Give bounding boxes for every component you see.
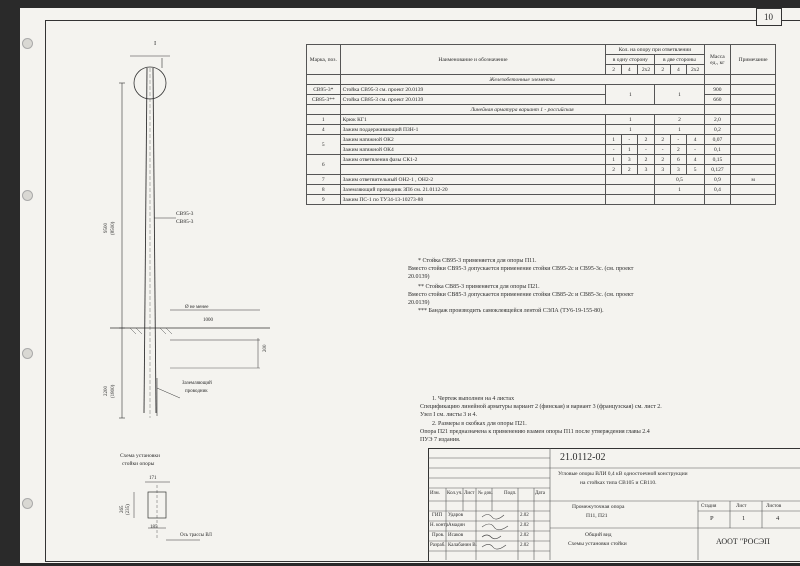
row-mass: 0,15	[704, 155, 731, 165]
row-name: Стойка СВ95-3 см. проект 20.0139	[340, 85, 606, 95]
axis-label: Ось трассы ВЛ	[180, 533, 212, 538]
row-count-b: 1	[655, 125, 704, 135]
sheet-title-2: Схемы установки стойки	[568, 541, 627, 547]
height-below-dim: 2200	[104, 386, 109, 396]
punch-hole	[22, 38, 33, 49]
doc-title-2: на стойках типа СВ105 и СВ110.	[580, 480, 657, 486]
row-name: Зажим ответвительный ОН2-1 , ОН2-2	[340, 175, 606, 185]
row-count: 2	[637, 155, 655, 165]
head-mark: Марка, поз.	[307, 45, 341, 75]
general-note: Узел I см. листы 3 и 4.	[420, 412, 477, 418]
row-count: 2	[671, 145, 687, 155]
row-count-b: 1	[655, 185, 704, 195]
footnote: *** Бандаж производить самоклеящейся лентой СЭЛА (ТУ6-19-155-80).	[418, 308, 604, 314]
section-fittings: Линейная арматура вариант 1 - российская	[340, 105, 704, 115]
punch-hole	[22, 348, 33, 359]
head-count: Кол. на опору при ответвлении	[606, 45, 704, 55]
col-head: Лист	[464, 491, 475, 496]
col-head: Подп.	[504, 491, 517, 496]
row-count: 5	[686, 165, 704, 175]
sub-count: 2х2	[686, 65, 704, 75]
row-count: -	[655, 145, 671, 155]
person: Ударов	[448, 513, 463, 518]
doc-title-1: Угловые опоры ВЛИ 0,4 кВ одностоечной конструкции	[558, 471, 688, 477]
row-name: Зажим ПС-1 по ТУ34-13-10273-88	[340, 195, 606, 205]
dim-1000: 1000	[203, 318, 213, 323]
height-above-dim: 9500	[104, 223, 109, 233]
organization: АООТ "РОСЭП	[716, 537, 770, 546]
row-count: 6	[671, 155, 687, 165]
sheets-head: Листов	[766, 504, 782, 509]
sheets-value: 4	[776, 515, 780, 522]
row-count: 1	[606, 135, 622, 145]
row-mark: 1	[307, 115, 341, 125]
row-count: 2	[655, 135, 671, 145]
drawing-code: 21.0112-02	[560, 452, 606, 463]
row-count-a	[606, 185, 655, 195]
row-count: 3	[655, 165, 671, 175]
ground-conductor-2: проводник	[185, 389, 208, 394]
drawing-sheet	[20, 8, 800, 563]
row-mark: 8	[307, 185, 341, 195]
footnote: 20.0139)	[408, 300, 430, 306]
general-note: 1. Чертеж выполнен на 4 листах	[432, 396, 515, 402]
dim-265: 265	[120, 505, 125, 513]
row-mark: СВ95-3*	[307, 85, 341, 95]
row-count-a: 1	[606, 115, 655, 125]
row-mark: 6	[307, 155, 341, 175]
row-count: 3	[671, 165, 687, 175]
row-mass: 0,4	[704, 185, 731, 195]
person: Исаков	[448, 533, 464, 538]
row-mark: 7	[307, 175, 341, 185]
col-head: Кол.уч.	[447, 491, 463, 496]
footnote: ** Стойка СВ85-3 применяется для опоры П21.	[418, 284, 540, 290]
row-count: 2	[621, 165, 637, 175]
pole-label-1: СВ95-3	[176, 211, 194, 217]
head-mass: Масса ед., кг	[704, 45, 731, 75]
height-above-dim-alt: (8500)	[111, 221, 116, 235]
row-count-a: 1	[606, 85, 655, 105]
page-number: 10	[764, 12, 773, 22]
role: Пров.	[432, 533, 445, 538]
footnote: * Стойка СВ95-3 применяется для опоры П11.	[418, 258, 537, 264]
sub-count: 2х2	[637, 65, 655, 75]
row-mass: 900	[704, 85, 731, 95]
row-mass: 2,0	[704, 115, 731, 125]
date: 2.02	[520, 543, 529, 548]
head-note: Примечание	[731, 45, 776, 75]
footnote: 20.0139)	[408, 274, 430, 280]
row-count: -	[621, 135, 637, 145]
scheme-title-2: стойки опоры	[122, 461, 155, 467]
row-count: -	[671, 135, 687, 145]
head-one-side: в одну сторону	[606, 55, 655, 65]
person: Амадин	[448, 523, 465, 528]
row-count: 2	[637, 135, 655, 145]
sub-count: 2	[606, 65, 622, 75]
role: Разраб.	[430, 543, 446, 548]
row-count: 4	[686, 155, 704, 165]
row-count: 4	[686, 135, 704, 145]
sub-count: 2	[655, 65, 671, 75]
ground-conductor-1: Заземляющий	[182, 381, 212, 386]
height-below-dim-alt: (1800)	[111, 384, 116, 398]
row-count-a	[606, 175, 655, 185]
row-mark: СВ85-3**	[307, 95, 341, 105]
row-mass: 0,2	[704, 125, 731, 135]
item-name-1: Промежуточная опора	[572, 504, 625, 510]
punch-hole	[22, 190, 33, 201]
stage-head: Стадия	[701, 504, 717, 509]
general-note: Опора П21 предназначена к применению взамен опоры П11 после утверждения главы 2.4	[420, 429, 650, 435]
row-name: Зажим натяжной ОК2	[340, 135, 606, 145]
dim-185: 185	[150, 525, 158, 530]
row-name: Зажим поддерживающий ПЗН-1	[340, 125, 606, 135]
row-mass: 0,07	[704, 135, 731, 145]
dim-171: 171	[149, 476, 157, 481]
row-count: 3	[621, 155, 637, 165]
pole-label-2: СВ85-3	[176, 219, 194, 225]
row-name: Стойка СВ85-3 см. проект 20.0139	[340, 95, 606, 105]
row-mark: 4	[307, 125, 341, 135]
row-count: -	[606, 145, 622, 155]
col-head: № док.	[478, 491, 493, 496]
section-concrete: Железобетонные элементы	[340, 75, 704, 85]
row-count: -	[686, 145, 704, 155]
row-mass: 0,9	[704, 175, 731, 185]
signatures	[478, 511, 518, 553]
head-two-sides: в две стороны	[655, 55, 704, 65]
row-count-a: 1	[606, 125, 655, 135]
row-mass: 0,127	[704, 165, 731, 175]
installation-scheme	[120, 470, 230, 550]
col-head: Изм.	[430, 491, 440, 496]
row-mass: 0,1	[704, 145, 731, 155]
row-count-b: 1	[655, 85, 704, 105]
date: 2.02	[520, 523, 529, 528]
row-note: м	[731, 175, 776, 185]
row-mark: 9	[307, 195, 341, 205]
section-mark: I	[154, 40, 157, 47]
date: 2.02	[520, 533, 529, 538]
role: Н. контр.	[430, 523, 450, 528]
sub-count: 4	[621, 65, 637, 75]
sub-count: 4	[671, 65, 687, 75]
row-name: Зажим ответвления фазы СК1-2	[340, 155, 606, 165]
general-note: Спецификацию линейной арматуры вариант 2 (финская) и вариант 3 (французская) см. лист 2.	[420, 404, 662, 410]
role: ГИП	[432, 513, 443, 518]
sheet-title-1: Общий вид	[585, 532, 612, 538]
dim-200: 200	[263, 344, 268, 352]
row-count: 1	[606, 155, 622, 165]
row-mass: 660	[704, 95, 731, 105]
row-count: -	[637, 145, 655, 155]
stage-value: Р	[710, 515, 714, 522]
footnote: Вместо стойки СВ85-3 допускается применение стойки СВ85-2с и СВ85-3с. (см. проект	[408, 292, 634, 298]
general-note: 2. Размеры в скобках для опоры П21.	[432, 421, 527, 427]
row-name: Заземляющий проводник ЗП6 см. 21.0112-20	[340, 185, 606, 195]
footnote: Вместо стойки СВ95-3 допускается применение стойки СВ95-2с и СВ95-3с. (см. проект	[408, 266, 634, 272]
dim-235: (235)	[126, 504, 131, 515]
punch-hole	[22, 498, 33, 509]
specification-table	[306, 44, 776, 205]
row-count: 1	[621, 145, 637, 155]
general-note: ПУЭ 7 издания.	[420, 437, 461, 443]
head-name: Наименование и обозначение	[340, 45, 606, 75]
row-name: Зажим натяжной ОК4	[340, 145, 606, 155]
row-count-b: 2	[655, 115, 704, 125]
diameter-label: Ø не менее	[185, 305, 209, 310]
scheme-title-1: Схема установки	[120, 453, 160, 459]
date: 2.02	[520, 513, 529, 518]
sheet-value: 1	[742, 515, 746, 522]
item-name-2: П11, П21	[586, 513, 608, 519]
row-mark: 5	[307, 135, 341, 155]
person: Калабанин В.	[448, 543, 477, 548]
row-name: Крюк КГ1	[340, 115, 606, 125]
row-count: 2	[606, 165, 622, 175]
row-count: 3	[637, 165, 655, 175]
col-head: Дата	[535, 491, 545, 496]
row-count-b: 0,5	[655, 175, 704, 185]
row-count: 2	[655, 155, 671, 165]
sheet-head: Лист	[736, 504, 747, 509]
row-name	[340, 165, 606, 175]
